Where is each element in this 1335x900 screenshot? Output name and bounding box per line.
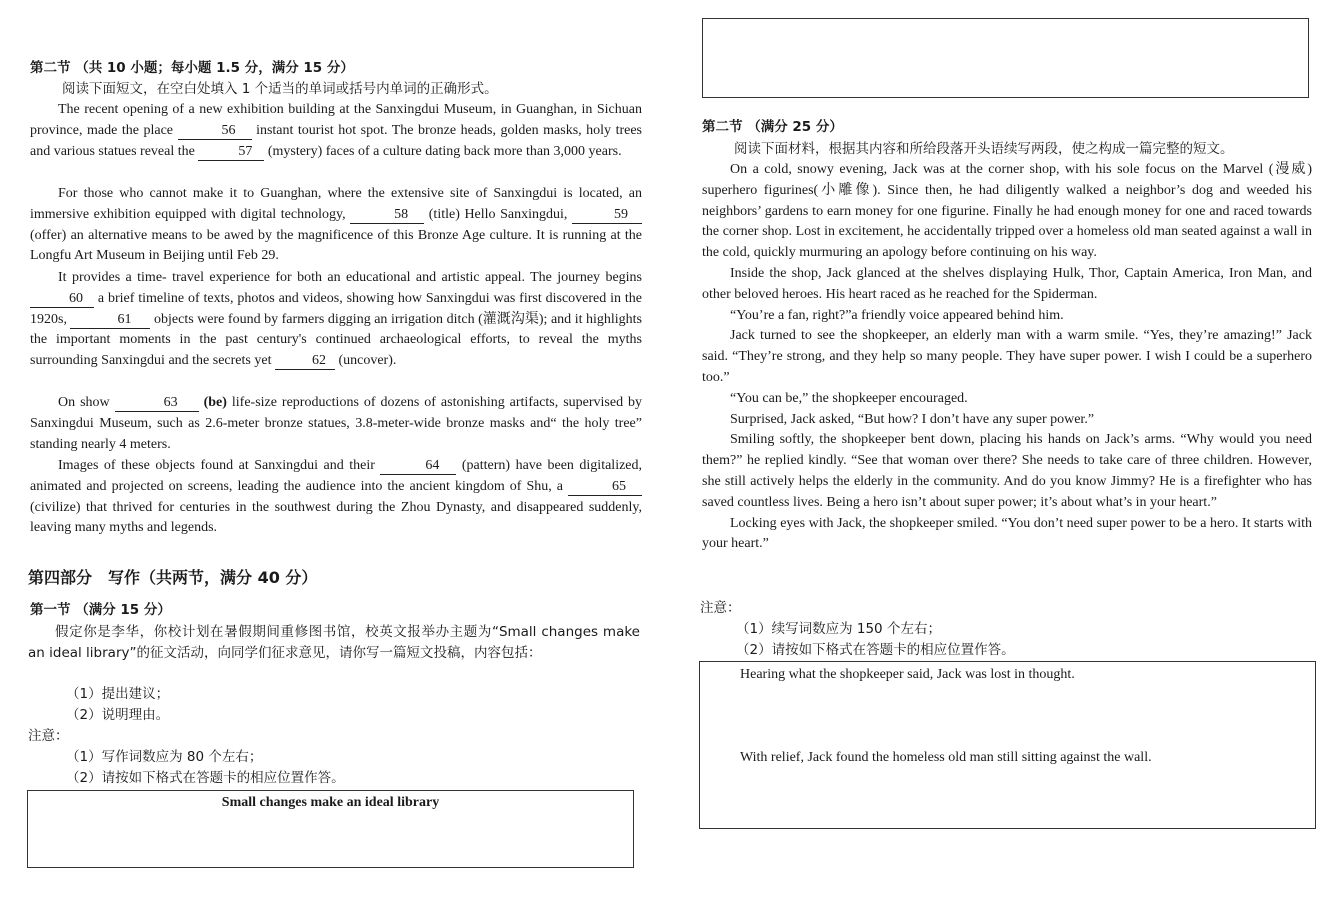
blank-62[interactable]: 62 (275, 352, 335, 370)
passage-text: (pattern) have been digitalized, animated and projected on screens, leading the audience into the ancient kingdom of Shu, a (30, 458, 643, 494)
story-paragraph: Surprised, Jack asked, “But how? I don’t have any super power.” (730, 411, 1095, 427)
paragraph-start-2: With relief, Jack found the homeless old man still sitting against the wall. (740, 750, 1152, 765)
passage-paragraph-5 (30, 456, 642, 539)
blank-59[interactable]: 59 (572, 206, 642, 224)
note-right-1: （1）续写词数应为 150 个左右； (736, 621, 941, 637)
passage-text: For those who cannot make it to Guanghan, where the extensive site of Sanxingdui is located, an immersive exhibition equipped with digital technology, (30, 186, 642, 222)
content-item-2: （2）说明理由。 (66, 707, 170, 723)
passage-text: instant tourist hot spot. The bronze heads, golden masks, holy trees and various statues reveal the (30, 122, 643, 159)
answer-box-left[interactable] (27, 790, 634, 868)
story-paragraph: “You’re a fan, right?”a friendly voice appeared behind him. (730, 307, 1064, 323)
story-paragraph: On a cold, snowy evening, Jack was at the corner shop, with his sole focus on the Marvel (漫威) superhero figurines(小雕像). Since then, he had diligently walked a neighbor’s dog and weeded his neighbors’ gardens to earn money for one figurine. Finally he had enough money for one and raced towards the corner shop. Lost in excitement, he accidentally tripped over a homeless old man seated against a wall in the cold, quickly murmuring an apology before continuing on his way. (702, 162, 1312, 261)
story-paragraph: “You can be,” the shopkeeper encouraged. (730, 390, 968, 406)
passage-text: (offer) an alternative means to be awed by the magnificence of this Bronze Age culture. It is running at the Longfu Art Museum in Beijing until Feb 29. (30, 227, 642, 264)
part4-heading: 第四部分 写作（共两节，满分 40 分） (28, 568, 318, 587)
passage-paragraph-2 (30, 184, 642, 267)
blank-64[interactable]: 64 (380, 457, 456, 475)
story-text (702, 160, 1312, 555)
passage-text: a brief timeline of texts, photos and videos, showing how Sanxingdui was first discovered in the 1920s, (30, 290, 642, 327)
section2-heading: 第二节 （共 10 小题；每小题 1.5 分，满分 15 分） (30, 60, 354, 76)
answer-box-title: Small changes make an ideal library (221, 795, 440, 810)
passage-text: On show (58, 395, 110, 410)
notes-label: 注意： (28, 728, 69, 744)
blank-56[interactable]: 56 (178, 122, 252, 140)
passage-text: Images of these objects found at Sanxingdui and their (58, 458, 375, 473)
passage-text: life-size reproductions of dozens of astonishing artifacts, supervised by Sanxingdui Museum, such as 2.6-meter bronze statues, 3.8-meter-wide bronze masks and“ the holy tree” standing nearly 4 meters. (30, 395, 643, 452)
answer-box-right[interactable] (699, 661, 1316, 829)
blank-63[interactable]: 63 (115, 394, 199, 412)
story-paragraph: Inside the shop, Jack glanced at the shelves displaying Hulk, Thor, Captain America, Iron Man, and other beloved heroes. His heart raced as he reached for the Spiderman. (702, 265, 1312, 302)
passage-text: (mystery) faces of a culture dating back more than 3,000 years. (267, 143, 622, 159)
passage-text: (title) Hello Sanxingdui, (428, 206, 568, 222)
section1-prompt: 假定你是李华，你校计划在暑假期间重修图书馆，校英文报举办主题为“Small changes make an ideal library”的征文活动，向同学们征求意见，请你写一篇短文投稿，内容包括： (28, 624, 640, 661)
section2-instruction: 阅读下面短文，在空白处填入 1 个适当的单词或括号内单词的正确形式。 (62, 81, 498, 97)
passage-paragraph-1 (30, 100, 642, 162)
paragraph-start-1: Hearing what the shopkeeper said, Jack was lost in thought. (740, 667, 1075, 682)
story-paragraph: Smiling softly, the shopkeeper bent down, placing his hands on Jack’s arms. “Why would you need them?” he replied kindly. “See that woman over there? She needs to take care of three children. However, she still actively helps the elderly in the community. And do you know Jimmy? He is a firefighter who has saved countless lives. Being a hero isn’t about super power; it’s about what’s in your heart.” (702, 432, 1312, 510)
passage-text: objects were found by farmers digging an irrigation ditch (灌溉沟渠); and it highlights the important moments in the past century's continued archaeological efforts, to reveal the myths surrounding Sanxingdui and the secrets yet (30, 311, 643, 369)
content-item-1: （1）提出建议； (66, 686, 170, 702)
passage-text: (be) (203, 395, 227, 410)
passage-text: It provides a time- travel experience for both an educational and artistic appeal. The journey begins (58, 270, 642, 285)
story-paragraph: Locking eyes with Jack, the shopkeeper smiled. “You don’t need super power to be a hero. It starts with your heart.” (702, 515, 1312, 552)
story-paragraph: Jack turned to see the shopkeeper, an elderly man with a warm smile. “Yes, they’re amazing!” Jack said. “They’re strong, and they help so many people. They have super power. I wish I could be a superhero too.” (702, 328, 1312, 385)
section2-heading-right: 第二节 （满分 25 分） (702, 119, 843, 135)
passage-text: The recent opening of a new exhibition building at the Sanxingdui Museum, in Guanghan, in Sichuan province, made the place (30, 102, 642, 138)
notes-label-right: 注意： (700, 600, 741, 616)
passage-paragraph-3 (30, 268, 642, 372)
passage-text: (civilize) that thrived for centuries in the southwest during the Zhou Dynasty, and disappeared suddenly, leaving many myths and legends. (30, 499, 642, 536)
answer-box-top-right[interactable] (702, 18, 1309, 98)
blank-65[interactable]: 65 (568, 478, 642, 496)
note-2: （2）请按如下格式在答题卡的相应位置作答。 (66, 770, 345, 786)
passage-paragraph-4 (30, 393, 642, 455)
blank-61[interactable]: 61 (70, 311, 150, 329)
continuation-instruction: 阅读下面材料，根据其内容和所给段落开头语续写两段，使之构成一篇完整的短文。 (734, 141, 1234, 157)
blank-60[interactable]: 60 (30, 290, 94, 308)
passage-text: (uncover). (338, 353, 397, 369)
note-right-2: （2）请按如下格式在答题卡的相应位置作答。 (736, 642, 1015, 658)
blank-58[interactable]: 58 (350, 206, 424, 224)
blank-57[interactable]: 57 (198, 143, 264, 161)
note-1: （1）写作词数应为 80 个左右； (66, 749, 263, 765)
section1-heading: 第一节 （满分 15 分） (30, 602, 171, 618)
